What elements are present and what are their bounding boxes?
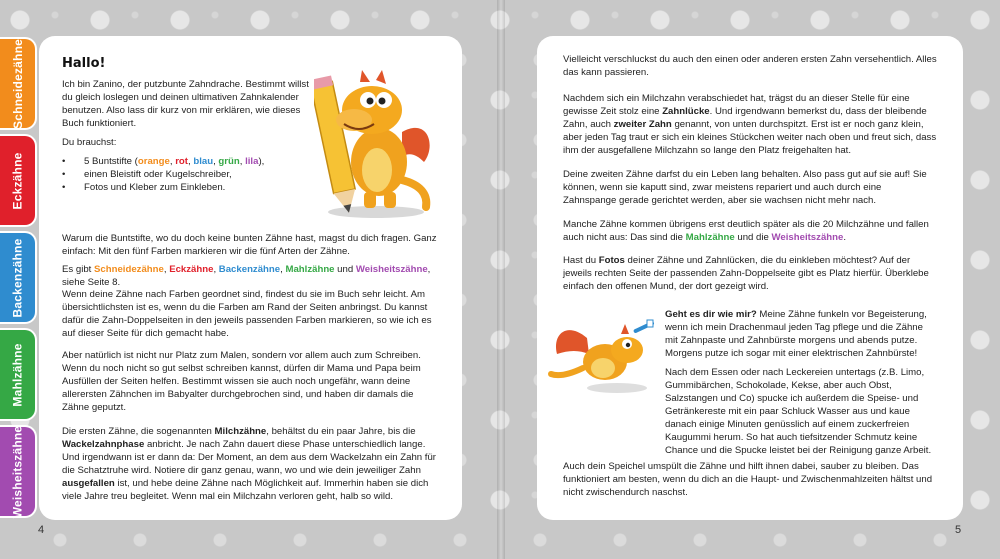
color-orange: orange xyxy=(137,156,170,167)
term-weisheitszaehne: Weisheitszähne xyxy=(355,264,428,275)
page-title: Hallo! xyxy=(62,56,106,71)
color-purple: lila xyxy=(245,156,259,167)
term-wackelzahnphase: Wackelzahnphase xyxy=(62,439,145,450)
text: . xyxy=(843,232,847,243)
text: genannt, von unten durchspitzt. Erst ist er noch ganz klein, aber jeden Tag traut er sich ein kleines Stückchen weiter nach oben und freut sich, dass ihm der ausgefallene Milchzahn so lange den Platz freigehalten hat. xyxy=(563,119,937,156)
term-zahnluecke: Zahnlücke xyxy=(662,106,710,117)
term-schneidezaehne: Schneidezähne xyxy=(94,264,164,275)
paragraph-verschlucken: Vielleicht verschluckst du auch den einen oder anderen ersten Zahn versehentlich. Alles das kann passieren. xyxy=(563,54,937,78)
text: Manche Zähne kommen übrigens erst deutlich später als die 20 Milchzähne und fallen auch nicht aus: Das sind die xyxy=(563,219,929,243)
paragraph-milchzaehne xyxy=(62,425,442,503)
paragraph-farben: Wenn deine Zähne nach Farben geordnet sind, findest du sie im Buch sehr leicht. Am übersichtlichsten ist es, wenn du die Farben am Rand der Seiten anbringst. Du kannst dafür die Zahn-Doppelseiten in den jeweils passenden Farben markieren, so wie ich es auf dieser Seite für dich gemacht habe. xyxy=(62,289,432,339)
intro-text: Ich bin Zanino, der putzbunte Zahndrache. Bestimmt willst du gleich loslegen und deinen ultimativen Zahnkalender benutzen. Also lass dir kurz von mir erklären, wie dieses Buch funktioniert. xyxy=(62,79,309,129)
term-mahlzaehne: Mahlzähne xyxy=(685,232,735,243)
dragon-pencil-illustration xyxy=(314,62,439,220)
tab-label: Backenzähne xyxy=(10,238,25,317)
paragraph-geht-es-dir xyxy=(563,308,937,360)
term-milchzaehne: Milchzähne xyxy=(214,426,267,437)
text: . Und irgendwann bemerkst du, dass der bleibende Zahn, auch xyxy=(563,106,927,130)
paragraph-mahlzaehne xyxy=(563,218,937,244)
color-green: grün xyxy=(218,156,240,167)
term-eckzaehne: Eckzähne xyxy=(169,264,214,275)
list-item: • Fotos und Kleber zum Einkleben. xyxy=(62,181,309,194)
paragraph-fotos xyxy=(563,254,937,293)
paragraph-zahnarten: Es gibt Schneidezähne, Eckzähne, Backenzähne, Mahlzähne und Weisheitszähne, siehe Seite 8. xyxy=(62,264,431,288)
left-page-card xyxy=(39,36,462,520)
text: Die ersten Zähne, die sogenannten xyxy=(62,426,215,437)
right-page-card xyxy=(537,36,963,520)
paragraph-speichel: Auch dein Speichel umspült die Zähne und hilft ihnen dabei, sauber zu bleiben. Das funktioniert am besten, wenn du dich an die Haupt- und Zwischenmahlzeiten hältst und nicht zwischendurch naschst. xyxy=(563,461,933,498)
term-backenzaehne: Backenzähne xyxy=(218,264,281,275)
tab-label: Eckzähne xyxy=(10,152,25,209)
term-mahlzaehne: Mahlzähne xyxy=(285,264,335,275)
term-ausgefallen: ausgefallen xyxy=(62,478,115,489)
text: und xyxy=(334,264,356,275)
tab-backenzaehne[interactable] xyxy=(0,231,37,324)
list-text: 5 Buntstifte ( xyxy=(84,156,138,167)
tab-weisheitszaehne[interactable] xyxy=(0,425,37,518)
book-spine xyxy=(497,0,505,559)
text: Meine Zähne funkeln vor Begeisterung, wenn ich mein Drachenmaul jeden Tag pflege und die Zähne mit Zahnpaste und Zahnbürste morgens und abends putze. Morgens putze ich sogar mit einer elektrischen Zahnbürste! xyxy=(665,309,927,359)
tab-eckzaehne[interactable] xyxy=(0,134,37,227)
supplies-list xyxy=(62,155,309,194)
text: Es gibt xyxy=(62,264,94,275)
tab-mahlzaehne[interactable] xyxy=(0,328,37,421)
tab-label: Weisheitszähne xyxy=(10,425,25,518)
paragraph-zweite-zaehne: Deine zweiten Zähne darfst du ein Leben lang behalten. Also pass gut auf sie auf! Sie können, wenn sie kaputt sind, zwar meistens repariert und auch durch eine Zahnspange gerade gerichtet werden, aber sie wachsen nicht mehr nach. xyxy=(563,169,927,206)
color-blue: blau xyxy=(193,156,214,167)
tab-label: Schneidezähne xyxy=(10,38,25,129)
tab-label: Mahlzähne xyxy=(10,342,25,407)
text: , behältst du ein paar Jahre, bis die xyxy=(266,426,416,437)
term-fotos: Fotos xyxy=(598,255,625,266)
color-red: rot xyxy=(175,156,188,167)
tab-schneidezaehne[interactable] xyxy=(0,37,37,130)
list-item: • einen Bleistift oder Kugelschreiber, xyxy=(62,168,309,181)
intro-paragraph xyxy=(62,78,309,194)
page-number-right: 5 xyxy=(955,524,962,536)
paragraph-block-zaehneputzen xyxy=(563,308,937,457)
text: und die xyxy=(734,232,772,243)
paragraph-zahnluecke xyxy=(563,92,937,157)
text: ist, und hebe deine Zähne nach Möglichkeit auf. Immerhin haben sie dich viele Jahre treu begleitet. Wenn mal ein Milchzahn verloren geht, halb so wild. xyxy=(62,478,429,502)
paragraph-schreiben: Aber natürlich ist nicht nur Platz zum Malen, sondern vor allem auch zum Schreiben. Wenn du noch nicht so gut selbst schreiben kannst, dürfen dir Mama und Papa beim Ausfüllen der Seiten helfen. Bestimmt wissen sie auch noch ungefähr, wann deine allerersten Zähnchen im Babyalter durchgebrochen sind, und haben dir damals die Zähne geputzt. xyxy=(62,350,421,413)
page-number-left: 4 xyxy=(38,524,45,536)
list-text: ), xyxy=(258,156,265,167)
list-item: • 5 Buntstifte (orange, rot, blau, grün, lila), xyxy=(62,155,309,168)
text: Hast du xyxy=(563,255,599,266)
term-weisheitszaehne: Weisheitszähne xyxy=(771,232,844,243)
text: Nachdem sich ein Milchzahn verabschiedet hat, trägst du an dieser Stelle für eine gewisse Zeit stolz eine xyxy=(563,93,910,117)
need-label: Du brauchst: xyxy=(62,137,117,148)
heading-geht-es-dir: Geht es dir wie mir? xyxy=(665,309,757,320)
term-zweiter-zahn: zweiter Zahn xyxy=(613,119,672,130)
paragraph-buntstifte: Warum die Buntstifte, wo du doch keine bunten Zähne hast, magst du dich fragen. Ganz einfach: Mit den fünf Farben markieren wir die fünf Arten der Zähne. xyxy=(62,233,437,257)
paragraph-nach-dem-essen: Nach dem Essen oder nach Leckereien untertags (z.B. Limo, Gummibärchen, Schokolade, Kekse, aber auch Obst, Salzstangen und Co) spucke ich außerdem die Speise- und Getränkereste mit ein paar Schluck Wasser aus und kaue danach einige Minuten genüsslich auf einem zuckerfreien Kaugummi herum. So hat auch tiefsitzender Schmutz keine Chance und die Spucke leistet bei der Reinigung ganze Arbeit. xyxy=(665,367,932,456)
text: deiner Zähne und Zahnlücken, die du einkleben möchtest? Auf der jeweils rechten Seite der passenden Zahn-Doppelseite gibt es Platz hierfür. Überklebe einfach den offenen Mund, der dort gezeigt wird. xyxy=(563,255,929,292)
text: , siehe Seite 8. xyxy=(62,264,431,288)
text: anbricht. Je nach Zahn dauert diese Phase unterschiedlich lange. Und irgendwann ist er dann da: Der Moment, an dem aus dem Wackelzahn ein Zahn für die Schatztruhe wird. Notiere dir ganz genau, wann, wo und wie dein jeweiliger Zahn xyxy=(62,439,436,476)
